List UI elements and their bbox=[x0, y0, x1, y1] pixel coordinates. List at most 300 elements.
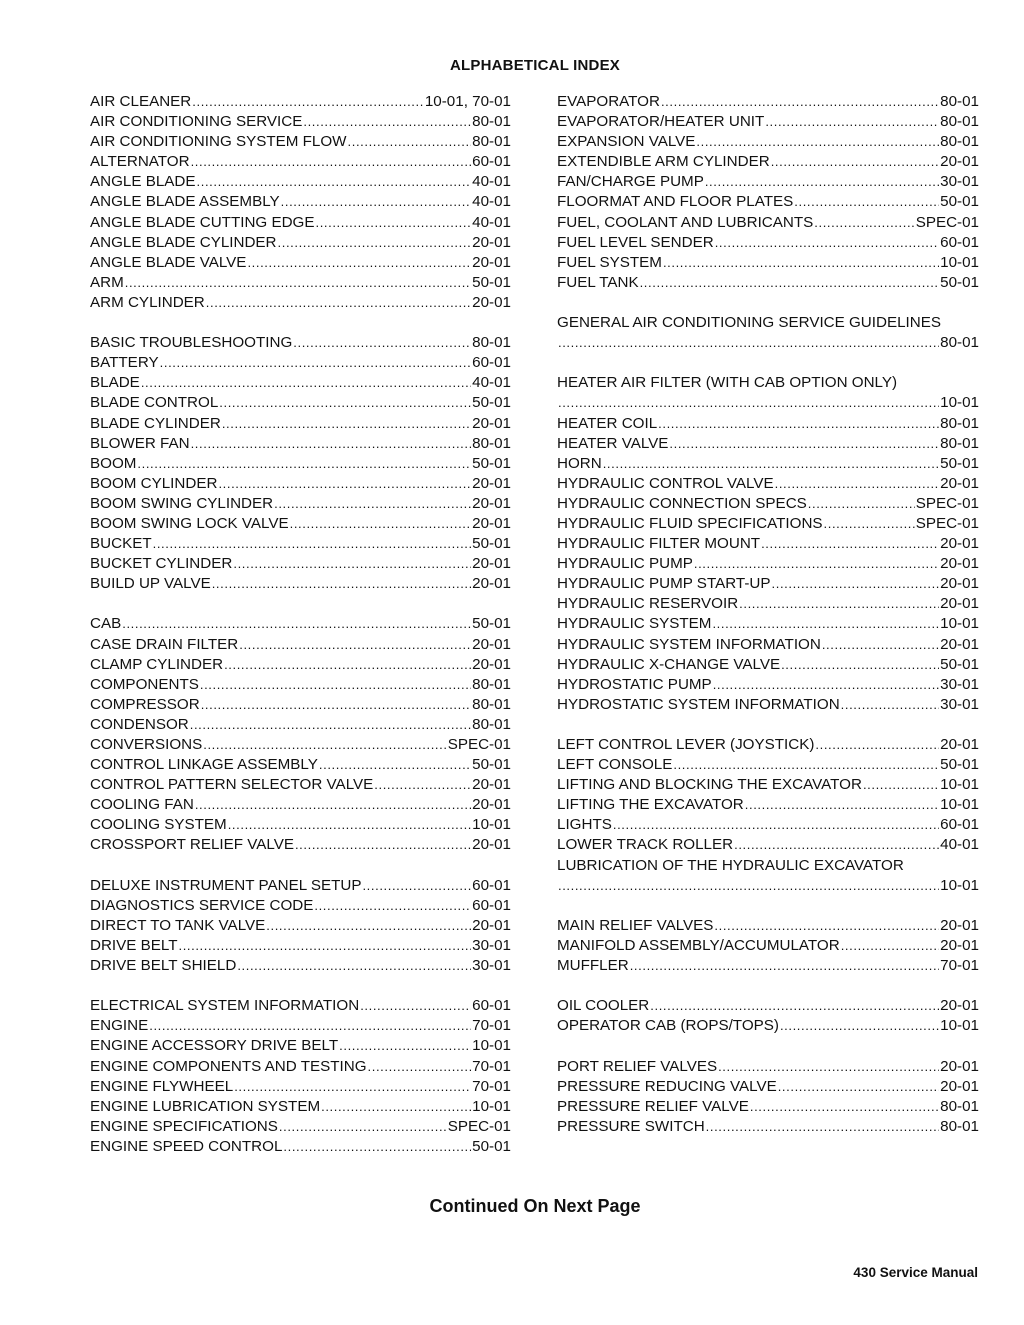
index-entry bbox=[557, 233, 979, 253]
index-entry-name: ANGLE BLADE ASSEMBLY bbox=[90, 193, 280, 211]
index-entry-name: BUCKET CYLINDER bbox=[90, 555, 233, 573]
index-entry-page: 50-01 bbox=[940, 273, 979, 291]
index-entry-page: 20-01 bbox=[940, 555, 979, 573]
index-entry-name: HYDROSTATIC PUMP bbox=[557, 675, 712, 693]
dot-leader bbox=[374, 775, 471, 795]
section-gap bbox=[557, 353, 979, 373]
index-entry-page: 20-01 bbox=[940, 635, 979, 653]
index-entry-page: 10-01 bbox=[472, 1097, 511, 1115]
index-entry-name: ENGINE bbox=[90, 1017, 149, 1035]
dot-leader bbox=[283, 1137, 471, 1157]
index-entry-name: BLADE CONTROL bbox=[90, 394, 219, 412]
index-entry bbox=[557, 795, 979, 815]
index-entry-page: 50-01 bbox=[472, 394, 511, 412]
dot-leader bbox=[295, 835, 471, 855]
dot-leader bbox=[141, 373, 471, 393]
index-entry-page: 10-01 bbox=[940, 615, 979, 633]
index-entry-page: 40-01 bbox=[472, 173, 511, 191]
index-entry bbox=[557, 554, 979, 574]
dot-leader bbox=[303, 112, 471, 132]
index-entry bbox=[90, 1137, 511, 1157]
index-entry-page: 20-01 bbox=[472, 916, 511, 934]
index-entry-name: CONVERSIONS bbox=[90, 736, 203, 753]
index-entry-name: BATTERY bbox=[90, 354, 159, 372]
index-entry-name: FUEL, COOLANT AND LUBRICANTS bbox=[557, 213, 814, 231]
index-entry bbox=[557, 735, 979, 755]
index-entry-page: 60-01 bbox=[472, 876, 511, 894]
index-entry-page: 20-01 bbox=[472, 474, 511, 492]
index-entry-name: DRIVE BELT SHIELD bbox=[90, 957, 237, 975]
index-entry-name: MUFFLER bbox=[557, 957, 629, 975]
index-entry bbox=[90, 293, 511, 313]
index-entry-page: 20-01 bbox=[940, 595, 979, 613]
index-entry bbox=[90, 574, 511, 594]
index-entry-page: 20-01 bbox=[472, 635, 511, 653]
index-entry bbox=[90, 1036, 511, 1056]
index-entry-name: ANGLE BLADE VALVE bbox=[90, 253, 247, 271]
index-entry bbox=[557, 1097, 979, 1117]
index-entry bbox=[557, 594, 979, 614]
dot-leader bbox=[237, 956, 471, 976]
index-entry bbox=[90, 192, 511, 212]
dot-leader bbox=[368, 1057, 472, 1077]
dot-leader bbox=[705, 172, 939, 192]
index-entry-page: 10-01 bbox=[472, 816, 511, 834]
dot-leader bbox=[734, 835, 939, 855]
index-entry-page: 10-01, 70-01 bbox=[424, 93, 511, 110]
index-entry bbox=[557, 956, 979, 976]
index-entry-name: CAB bbox=[90, 615, 122, 633]
dot-leader bbox=[279, 1117, 447, 1137]
index-entry-name: HEATER AIR FILTER (WITH CAB OPTION ONLY) bbox=[557, 374, 898, 392]
section-gap bbox=[90, 976, 511, 996]
index-entry bbox=[557, 333, 979, 353]
dot-leader bbox=[274, 494, 471, 514]
dot-leader bbox=[841, 936, 939, 956]
dot-leader bbox=[239, 635, 471, 655]
index-entry-page: 40-01 bbox=[940, 836, 979, 854]
continued-note: Continued On Next Page bbox=[429, 1196, 641, 1216]
index-entry bbox=[557, 574, 979, 594]
dot-leader bbox=[137, 454, 471, 474]
index-entry-page: 50-01 bbox=[472, 454, 511, 472]
index-entry-page: 80-01 bbox=[940, 334, 979, 352]
dot-leader bbox=[696, 132, 939, 152]
dot-leader bbox=[339, 1036, 471, 1056]
index-entry bbox=[90, 474, 511, 494]
index-entry-page: 60-01 bbox=[940, 816, 979, 834]
footer-manual-title: 430 Service Manual bbox=[853, 1265, 978, 1280]
index-entry-name: FUEL SYSTEM bbox=[557, 253, 662, 271]
section-gap bbox=[557, 715, 979, 735]
dot-leader bbox=[247, 253, 471, 273]
index-entry-page: 20-01 bbox=[940, 1077, 979, 1095]
index-entry bbox=[557, 655, 979, 675]
index-entry bbox=[557, 192, 979, 212]
index-entry-name: LIFTING AND BLOCKING THE EXCAVATOR bbox=[557, 776, 862, 794]
index-entry-page: 30-01 bbox=[940, 675, 979, 693]
index-entry-page: 80-01 bbox=[940, 434, 979, 452]
index-entry-name: HYDRAULIC X-CHANGE VALVE bbox=[557, 655, 781, 673]
index-entry-page: 20-01 bbox=[472, 414, 511, 432]
index-entry-name: LIGHTS bbox=[557, 816, 612, 834]
index-entry-name: MANIFOLD ASSEMBLY/ACCUMULATOR bbox=[557, 936, 840, 954]
index-entry bbox=[557, 916, 979, 936]
dot-leader bbox=[203, 735, 446, 755]
index-entry bbox=[557, 273, 979, 293]
index-entry bbox=[90, 1117, 511, 1137]
index-entry bbox=[90, 876, 511, 896]
index-entry-name: HYDRAULIC RESERVOIR bbox=[557, 595, 739, 613]
index-entry bbox=[90, 152, 511, 172]
index-entry-name: ELECTRICAL SYSTEM INFORMATION bbox=[90, 997, 360, 1015]
index-entry bbox=[90, 273, 511, 293]
dot-leader bbox=[780, 1016, 939, 1036]
index-entry-name: FUEL TANK bbox=[557, 273, 639, 291]
index-entry bbox=[557, 454, 979, 474]
index-entry bbox=[557, 755, 979, 775]
index-entry-name: ENGINE FLYWHEEL bbox=[90, 1077, 234, 1095]
index-entry bbox=[90, 132, 511, 152]
dot-leader bbox=[750, 1097, 939, 1117]
index-entry-page: SPEC-01 bbox=[915, 494, 979, 512]
index-entry-name: COOLING FAN bbox=[90, 796, 194, 814]
index-entry-name: CASE DRAIN FILTER bbox=[90, 635, 239, 653]
index-entry-name: ENGINE ACCESSORY DRIVE BELT bbox=[90, 1037, 339, 1055]
index-entry-name: EXTENDIBLE ARM CYLINDER bbox=[557, 153, 770, 171]
index-entry-page: 40-01 bbox=[472, 213, 511, 231]
dot-leader bbox=[224, 655, 471, 675]
index-entry-name: HEATER COIL bbox=[557, 414, 658, 432]
index-entry bbox=[557, 1117, 979, 1137]
index-entry-page: 10-01 bbox=[940, 876, 979, 894]
index-entry bbox=[90, 675, 511, 695]
dot-leader bbox=[673, 755, 939, 775]
index-entry-page: 20-01 bbox=[940, 736, 979, 753]
index-entry-name: ANGLE BLADE CYLINDER bbox=[90, 233, 277, 251]
index-entry-page: 20-01 bbox=[940, 474, 979, 492]
index-entry-page: 30-01 bbox=[472, 936, 511, 954]
dot-leader bbox=[278, 233, 472, 253]
index-entry-name: AIR CONDITIONING SYSTEM FLOW bbox=[90, 133, 347, 151]
index-entry-name: BOOM CYLINDER bbox=[90, 474, 218, 492]
dot-leader bbox=[315, 213, 471, 233]
dot-leader bbox=[195, 795, 471, 815]
dot-leader bbox=[125, 273, 471, 293]
index-entry-page: 80-01 bbox=[940, 414, 979, 432]
index-entry-name: HORN bbox=[557, 454, 602, 472]
dot-leader bbox=[822, 635, 939, 655]
index-entry-name: LIFTING THE EXCAVATOR bbox=[557, 796, 744, 814]
dot-leader bbox=[771, 152, 939, 172]
dot-leader bbox=[739, 594, 939, 614]
index-entry-page: 10-01 bbox=[940, 253, 979, 271]
dot-leader bbox=[863, 775, 939, 795]
dot-leader bbox=[814, 213, 914, 233]
index-entry bbox=[90, 835, 511, 855]
index-entry bbox=[557, 474, 979, 494]
index-entry-page: 10-01 bbox=[940, 394, 979, 412]
index-entry-name: BOOM SWING CYLINDER bbox=[90, 494, 274, 512]
index-entry bbox=[90, 916, 511, 936]
index-entry-page: 20-01 bbox=[940, 153, 979, 171]
index-entry-page: 70-01 bbox=[472, 1057, 511, 1075]
index-entry-name: BOOM SWING LOCK VALVE bbox=[90, 514, 289, 532]
index-entry bbox=[557, 92, 979, 112]
index-column-right bbox=[557, 92, 979, 1137]
index-entry-page: 20-01 bbox=[472, 293, 511, 311]
dot-leader bbox=[212, 574, 471, 594]
index-entry-page: 80-01 bbox=[940, 133, 979, 151]
index-entry-page: 50-01 bbox=[940, 655, 979, 673]
index-entry bbox=[557, 996, 979, 1016]
index-entry bbox=[90, 715, 511, 735]
index-entry-page: 50-01 bbox=[472, 615, 511, 633]
index-entry-name: HEATER VALVE bbox=[557, 434, 669, 452]
index-entry-name: ENGINE LUBRICATION SYSTEM bbox=[90, 1097, 321, 1115]
index-entry-name: BUILD UP VALVE bbox=[90, 575, 211, 593]
index-entry-page: 20-01 bbox=[472, 555, 511, 573]
dot-leader bbox=[841, 695, 939, 715]
index-entry bbox=[90, 514, 511, 534]
dot-leader bbox=[190, 715, 471, 735]
index-entry bbox=[557, 373, 979, 393]
index-entry bbox=[557, 1016, 979, 1036]
index-entry bbox=[557, 213, 979, 233]
index-entry-name: OPERATOR CAB (ROPS/TOPS) bbox=[557, 1017, 779, 1035]
index-entry-page: 70-01 bbox=[472, 1077, 511, 1095]
section-gap bbox=[557, 896, 979, 916]
index-entry-page: 60-01 bbox=[940, 233, 979, 251]
index-entry bbox=[90, 1077, 511, 1097]
section-gap bbox=[557, 293, 979, 313]
index-entry-page: 10-01 bbox=[940, 1017, 979, 1035]
index-entry-name: ENGINE COMPONENTS AND TESTING bbox=[90, 1057, 367, 1075]
index-entry-name: HYDRAULIC FILTER MOUNT bbox=[557, 535, 761, 553]
index-entry bbox=[557, 152, 979, 172]
index-entry bbox=[557, 112, 979, 132]
index-entry-name: OIL COOLER bbox=[557, 997, 650, 1015]
index-entry-name: HYDRAULIC SYSTEM bbox=[557, 615, 712, 633]
index-entry-name: LEFT CONTROL LEVER (JOYSTICK) bbox=[557, 736, 815, 753]
index-entry-name: MAIN RELIEF VALVES bbox=[557, 916, 714, 934]
dot-leader bbox=[321, 1097, 471, 1117]
dot-leader bbox=[765, 112, 939, 132]
index-entry-page: 20-01 bbox=[472, 253, 511, 271]
index-entry-page: SPEC-01 bbox=[447, 1117, 511, 1135]
index-entry bbox=[90, 233, 511, 253]
dot-leader bbox=[663, 253, 939, 273]
dot-leader bbox=[290, 514, 472, 534]
index-entry-name: ARM CYLINDER bbox=[90, 293, 205, 311]
dot-leader bbox=[772, 574, 940, 594]
index-entry-page: 80-01 bbox=[472, 334, 511, 352]
index-entry bbox=[557, 313, 979, 333]
section-gap bbox=[557, 1036, 979, 1056]
index-entry bbox=[90, 92, 511, 112]
dot-leader bbox=[192, 92, 424, 112]
index-entry-page: 20-01 bbox=[472, 776, 511, 794]
index-entry-name: COMPONENTS bbox=[90, 675, 199, 693]
index-entry-page: 40-01 bbox=[472, 193, 511, 211]
dot-leader bbox=[222, 414, 471, 434]
index-entry bbox=[557, 815, 979, 835]
index-entry bbox=[90, 1097, 511, 1117]
index-entry bbox=[557, 253, 979, 273]
index-entry bbox=[90, 494, 511, 514]
index-entry-name: CLAMP CYLINDER bbox=[90, 655, 224, 673]
index-entry bbox=[557, 936, 979, 956]
index-entry-name: AIR CONDITIONING SERVICE bbox=[90, 113, 303, 131]
section-gap bbox=[90, 313, 511, 333]
index-entry-page: 30-01 bbox=[940, 695, 979, 713]
index-entry bbox=[557, 775, 979, 795]
index-entry bbox=[90, 996, 511, 1016]
index-entry bbox=[90, 534, 511, 554]
index-entry-name: ENGINE SPEED CONTROL bbox=[90, 1137, 283, 1155]
index-entry bbox=[557, 494, 979, 514]
index-entry-page: 80-01 bbox=[940, 1097, 979, 1115]
index-entry bbox=[90, 956, 511, 976]
index-entry-name: PRESSURE SWITCH bbox=[557, 1117, 705, 1135]
index-entry-page: 30-01 bbox=[472, 957, 511, 975]
index-entry bbox=[557, 514, 979, 534]
index-entry bbox=[90, 775, 511, 795]
index-entry-page: 20-01 bbox=[472, 575, 511, 593]
dot-leader bbox=[362, 876, 471, 896]
index-column-left bbox=[90, 92, 511, 1157]
index-entry bbox=[557, 856, 979, 876]
index-entry-name: PRESSURE RELIEF VALVE bbox=[557, 1097, 749, 1115]
index-entry-page: 60-01 bbox=[472, 153, 511, 171]
index-entry bbox=[90, 755, 511, 775]
index-entry bbox=[557, 172, 979, 192]
dot-leader bbox=[233, 554, 471, 574]
index-entry-name: BOOM bbox=[90, 454, 137, 472]
dot-leader bbox=[658, 414, 939, 434]
index-entry-name: DIAGNOSTICS SERVICE CODE bbox=[90, 896, 314, 914]
dot-leader bbox=[775, 474, 940, 494]
index-entry-page: SPEC-01 bbox=[447, 736, 511, 753]
index-entry-page: 70-01 bbox=[472, 1017, 511, 1035]
index-entry-name: ANGLE BLADE bbox=[90, 173, 196, 191]
index-entry-page: 50-01 bbox=[940, 454, 979, 472]
index-entry-page: 20-01 bbox=[472, 514, 511, 532]
index-entry bbox=[90, 815, 511, 835]
index-entry-name: LEFT CONSOLE bbox=[557, 756, 673, 774]
index-entry bbox=[557, 835, 979, 855]
index-entry-page: 20-01 bbox=[940, 535, 979, 553]
index-entry-page: 50-01 bbox=[472, 756, 511, 774]
dot-leader bbox=[153, 534, 472, 554]
index-entry-name: COOLING SYSTEM bbox=[90, 816, 227, 834]
index-entry-name: BLADE bbox=[90, 374, 140, 392]
index-entry bbox=[90, 373, 511, 393]
dot-leader bbox=[745, 795, 939, 815]
index-entry bbox=[90, 695, 511, 715]
index-entry-name: DIRECT TO TANK VALVE bbox=[90, 916, 266, 934]
index-entry bbox=[557, 434, 979, 454]
index-entry bbox=[90, 554, 511, 574]
index-entry-name: HYDROSTATIC SYSTEM INFORMATION bbox=[557, 695, 840, 713]
index-entry bbox=[90, 936, 511, 956]
dot-leader bbox=[718, 1057, 939, 1077]
dot-leader bbox=[781, 655, 939, 675]
index-entry-name: CONTROL PATTERN SELECTOR VALVE bbox=[90, 776, 374, 794]
index-entry bbox=[90, 614, 511, 634]
dot-leader bbox=[713, 675, 939, 695]
index-entry-page: 50-01 bbox=[472, 1137, 511, 1155]
index-entry bbox=[557, 414, 979, 434]
index-entry-page: 60-01 bbox=[472, 354, 511, 372]
dot-leader bbox=[160, 353, 472, 373]
dot-leader bbox=[360, 996, 471, 1016]
index-entry bbox=[90, 414, 511, 434]
dot-leader bbox=[706, 1117, 939, 1137]
index-entry-name: HYDRAULIC FLUID SPECIFICATIONS bbox=[557, 514, 823, 532]
dot-leader bbox=[228, 815, 471, 835]
index-entry-page: 20-01 bbox=[940, 575, 979, 593]
index-entry-page: 30-01 bbox=[940, 173, 979, 191]
index-entry bbox=[90, 253, 511, 273]
index-entry-page: 10-01 bbox=[940, 776, 979, 794]
index-entry bbox=[90, 353, 511, 373]
index-entry-page: 10-01 bbox=[940, 796, 979, 814]
index-entry-name: COMPRESSOR bbox=[90, 695, 200, 713]
index-entry-name: ARM bbox=[90, 273, 124, 291]
index-entry-name: HYDRAULIC SYSTEM INFORMATION bbox=[557, 635, 821, 653]
index-entry-name: GENERAL AIR CONDITIONING SERVICE GUIDELINES bbox=[557, 314, 941, 332]
index-entry bbox=[90, 454, 511, 474]
index-entry-name: BASIC TROUBLESHOOTING bbox=[90, 334, 293, 352]
index-entry-name: PRESSURE REDUCING VALVE bbox=[557, 1077, 777, 1095]
dot-leader bbox=[558, 393, 939, 413]
index-entry-page: SPEC-01 bbox=[915, 514, 979, 532]
index-entry-page: 80-01 bbox=[472, 715, 511, 733]
dot-leader bbox=[179, 936, 472, 956]
index-entry bbox=[557, 675, 979, 695]
index-entry bbox=[557, 1077, 979, 1097]
dot-leader bbox=[191, 152, 472, 172]
dot-leader bbox=[640, 273, 940, 293]
index-entry bbox=[557, 1057, 979, 1077]
index-entry-page: 50-01 bbox=[940, 756, 979, 774]
index-entry-name: FAN/CHARGE PUMP bbox=[557, 173, 704, 191]
dot-leader bbox=[712, 614, 939, 634]
index-entry-name: EVAPORATOR/HEATER UNIT bbox=[557, 113, 765, 131]
index-entry-name: CROSSPORT RELIEF VALVE bbox=[90, 836, 294, 854]
index-entry bbox=[90, 434, 511, 454]
index-entry-page: 50-01 bbox=[940, 193, 979, 211]
index-entry-page: 60-01 bbox=[472, 896, 511, 914]
index-entry bbox=[557, 635, 979, 655]
dot-leader bbox=[824, 514, 915, 534]
index-entry bbox=[90, 112, 511, 132]
dot-leader bbox=[293, 333, 471, 353]
index-entry bbox=[557, 132, 979, 152]
index-entry bbox=[90, 1057, 511, 1077]
index-entry bbox=[557, 876, 979, 896]
index-entry-name: EVAPORATOR bbox=[557, 93, 660, 110]
index-entry-page: 60-01 bbox=[472, 997, 511, 1015]
dot-leader bbox=[191, 434, 472, 454]
index-entry-page: 80-01 bbox=[940, 1117, 979, 1135]
dot-leader bbox=[348, 132, 472, 152]
index-entry-page: 80-01 bbox=[940, 113, 979, 131]
dot-leader bbox=[206, 293, 471, 313]
index-entry-page: 80-01 bbox=[472, 133, 511, 151]
index-entry bbox=[90, 213, 511, 233]
